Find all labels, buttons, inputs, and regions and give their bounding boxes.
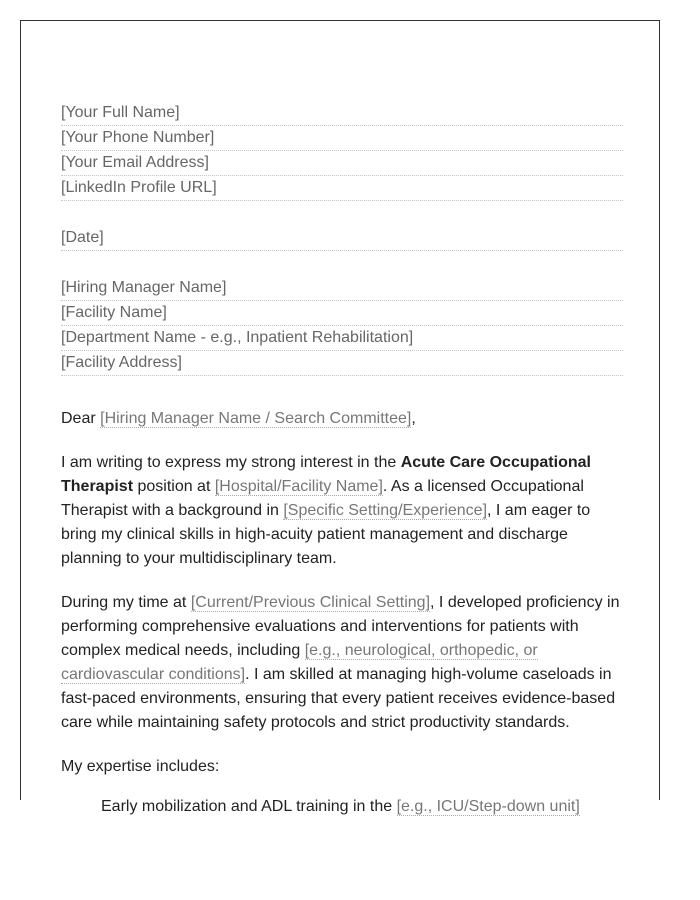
text: I am writing to express my strong interest in the bbox=[61, 454, 401, 471]
intro-paragraph bbox=[61, 451, 623, 571]
position-title: Acute Care Occupational Therapist bbox=[61, 454, 591, 495]
text: , I am eager to bring my clinical skills in high-acuity patient management and discharge planning to your multidisciplinary team. bbox=[61, 502, 591, 567]
spacer bbox=[61, 201, 623, 226]
text: . I am skilled at managing high-volume caseloads in fast-paced environments, ensuring that every patient receives evidence-based care while maintaining safety protocols and strict productivity standards. bbox=[61, 666, 616, 731]
recipient-address-field[interactable]: [Facility Address] bbox=[61, 351, 623, 376]
expertise-intro: My expertise includes: bbox=[61, 758, 220, 775]
sender-phone-field[interactable]: [Your Phone Number] bbox=[61, 126, 623, 151]
text: . As a licensed Occupational Therapist with a background in bbox=[61, 478, 584, 519]
salutation-suffix: , bbox=[411, 410, 416, 427]
setting-experience-field[interactable]: [Specific Setting/Experience] bbox=[283, 502, 488, 519]
clinical-setting-field[interactable]: [Current/Previous Clinical Setting] bbox=[190, 594, 431, 611]
spacer bbox=[61, 571, 623, 591]
conditions-field[interactable]: [e.g., neurological, orthopedic, or cardiovascular conditions] bbox=[61, 642, 538, 683]
spacer bbox=[61, 431, 623, 451]
text: During my time at bbox=[61, 594, 191, 611]
salutation-prefix: Dear bbox=[61, 410, 101, 427]
spacer bbox=[61, 779, 623, 795]
date-field[interactable]: [Date] bbox=[61, 226, 623, 251]
text: position at bbox=[133, 478, 215, 495]
recipient-department-field[interactable]: [Department Name - e.g., Inpatient Rehabilitation] bbox=[61, 326, 623, 351]
spacer bbox=[61, 251, 623, 276]
recipient-manager-field[interactable]: [Hiring Manager Name] bbox=[61, 276, 623, 301]
text: Early mobilization and ADL training in the bbox=[101, 798, 397, 815]
letter-body bbox=[61, 101, 623, 819]
spacer bbox=[61, 376, 623, 407]
salutation bbox=[61, 407, 623, 431]
hospital-name-field[interactable]: [Hospital/Facility Name] bbox=[214, 478, 383, 495]
experience-paragraph bbox=[61, 591, 623, 735]
sender-name-field[interactable]: [Your Full Name] bbox=[61, 101, 623, 126]
sender-linkedin-field[interactable]: [LinkedIn Profile URL] bbox=[61, 176, 623, 201]
text: , I developed proficiency in performing comprehensive evaluations and interventions for patients with complex medical needs, including bbox=[61, 594, 620, 659]
recipient-facility-field[interactable]: [Facility Name] bbox=[61, 301, 623, 326]
sender-email-field[interactable]: [Your Email Address] bbox=[61, 151, 623, 176]
unit-field[interactable]: [e.g., ICU/Step-down unit] bbox=[396, 798, 580, 815]
spacer bbox=[61, 735, 623, 755]
list-item bbox=[61, 795, 623, 819]
document-page bbox=[20, 20, 660, 815]
salutation-name-field[interactable]: [Hiring Manager Name / Search Committee] bbox=[100, 410, 412, 427]
